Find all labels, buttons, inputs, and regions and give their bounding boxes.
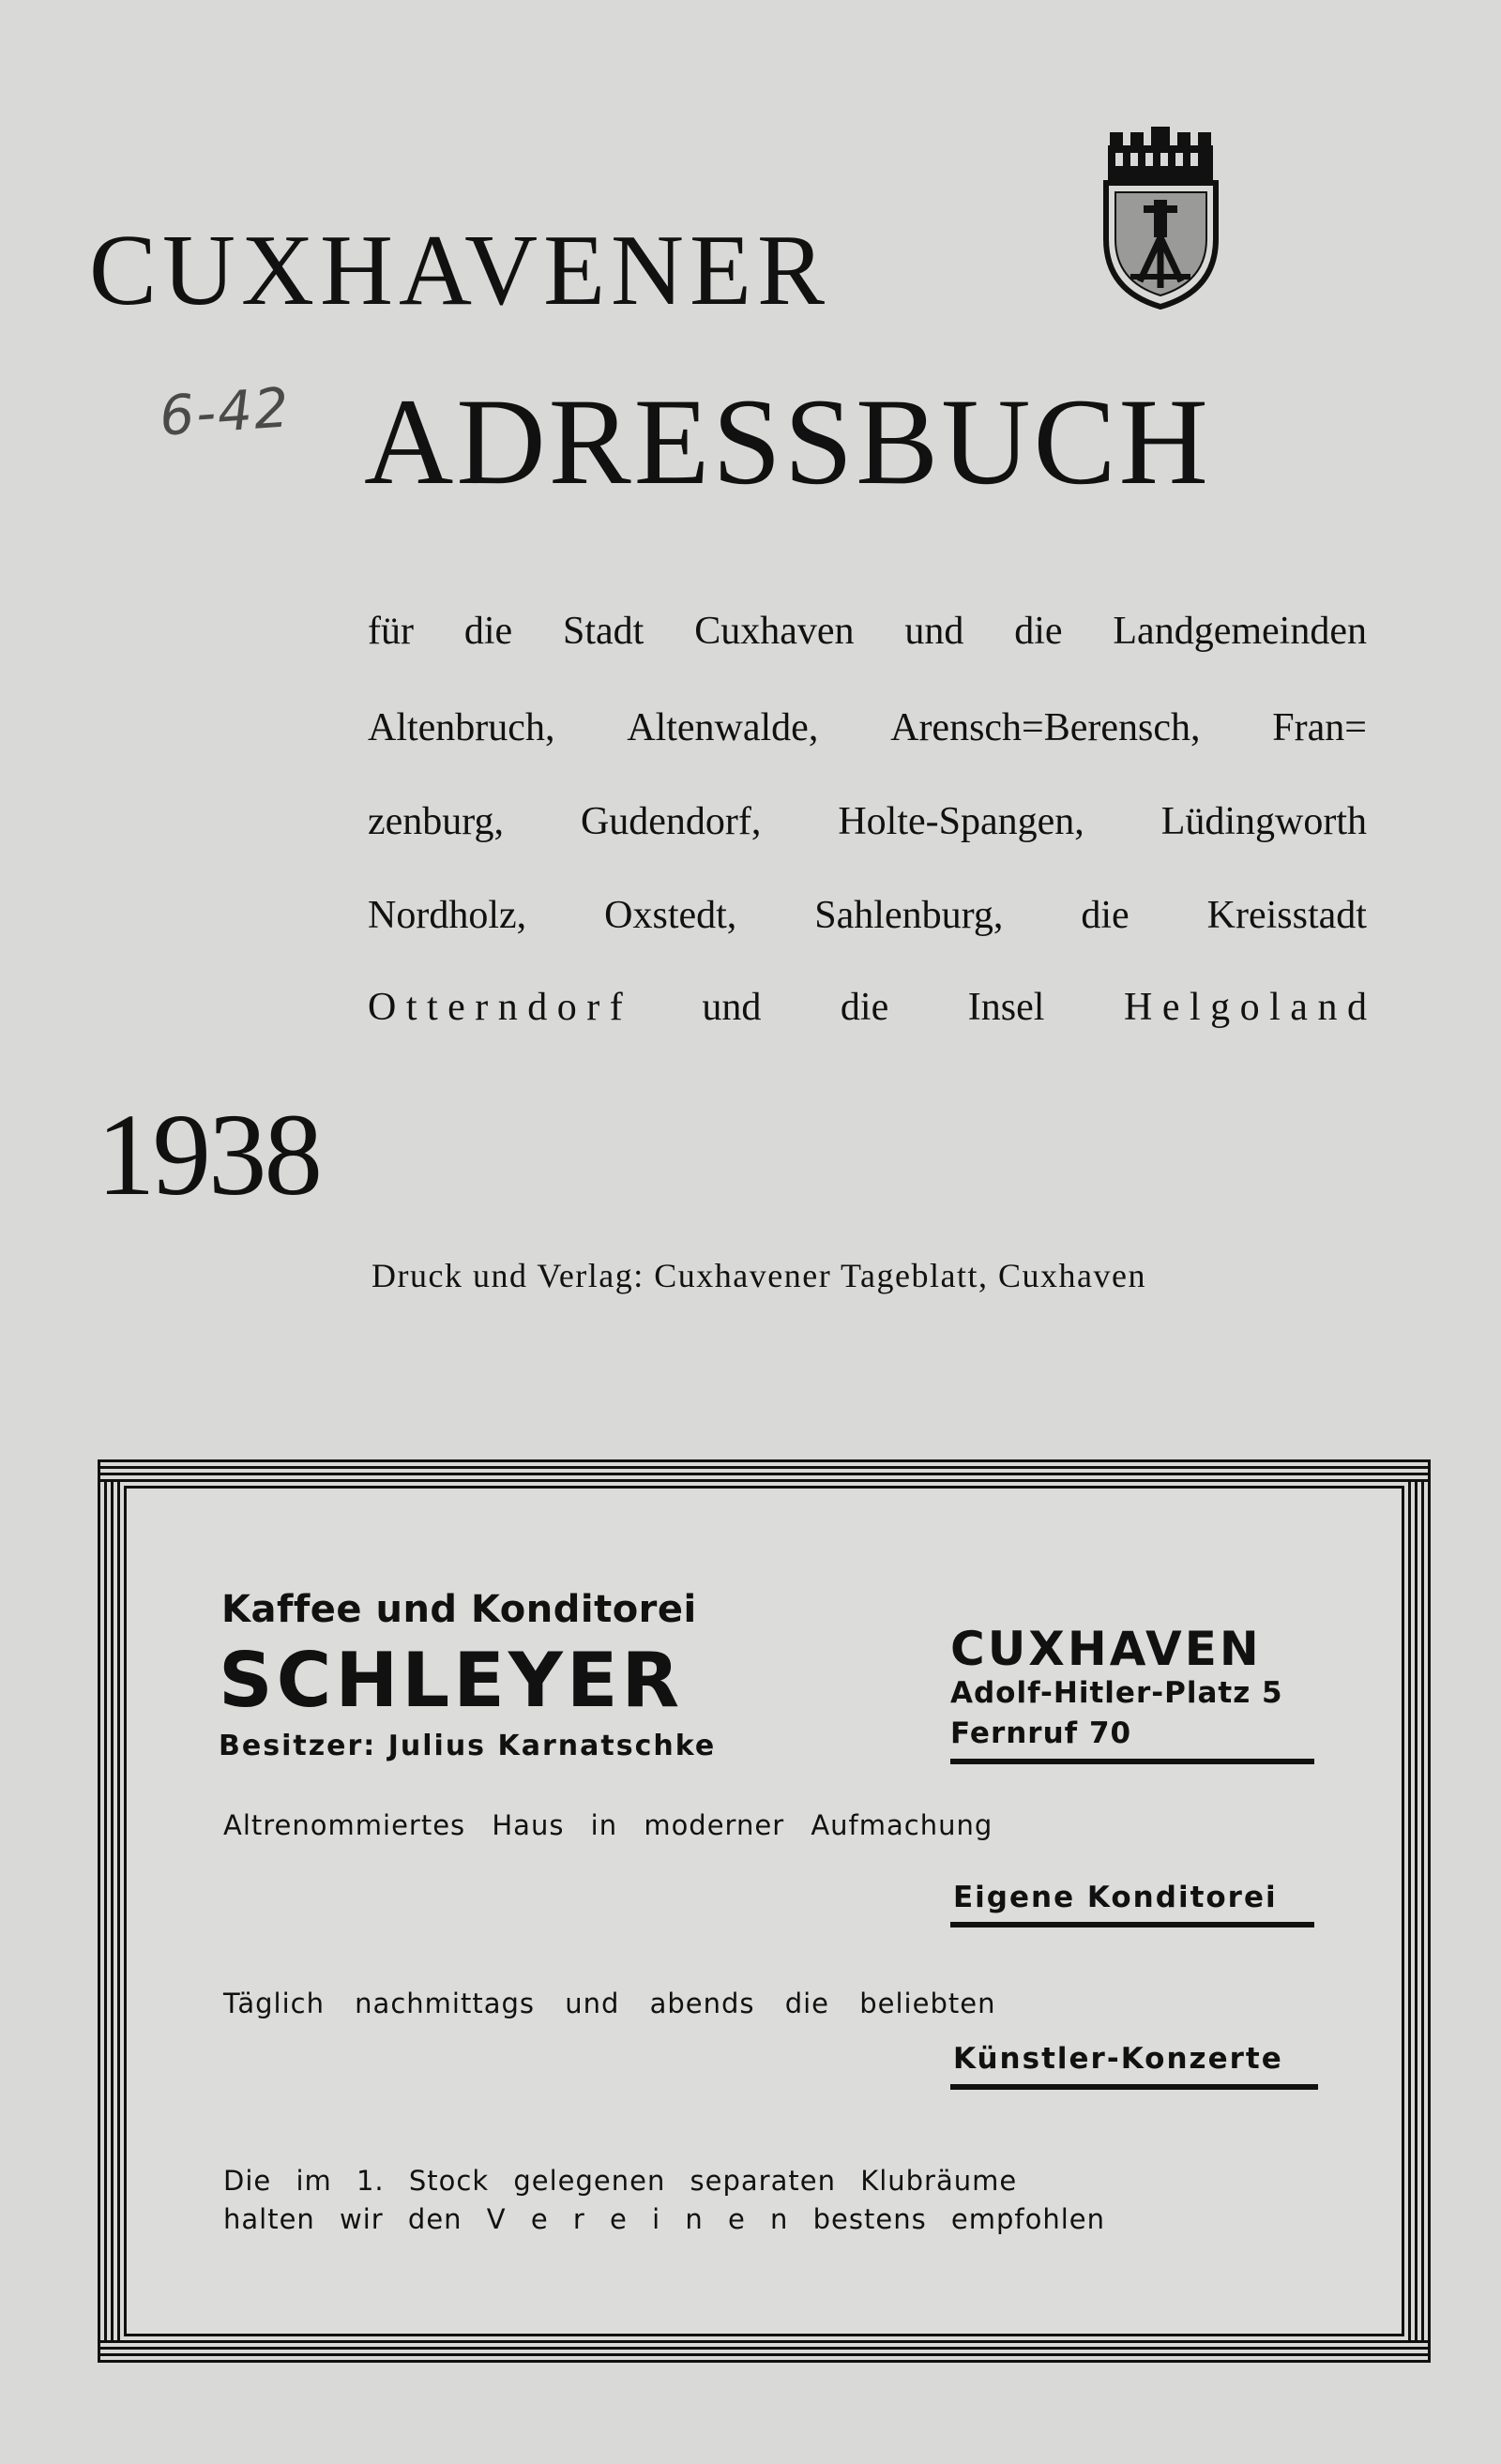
description-word: die bbox=[1081, 894, 1130, 937]
description-word: Nordholz, bbox=[368, 894, 527, 937]
ad-daily-note: Täglich nachmittags und abends die beliebten bbox=[223, 1988, 996, 2019]
description-word: Landgemeinden bbox=[1113, 610, 1367, 653]
description-word: für bbox=[368, 610, 414, 653]
publisher-line: Druck und Verlag: Cuxhavener Tageblatt, Cuxhaven bbox=[371, 1257, 1146, 1294]
ad-concerts: Künstler-Konzerte bbox=[953, 2042, 1283, 2076]
description-word: Gudendorf, bbox=[580, 800, 762, 843]
ad-owner: Besitzer: Julius Karnatschke bbox=[219, 1730, 717, 1762]
divider-rule bbox=[950, 2084, 1318, 2090]
cuxhaven-coat-of-arms-icon bbox=[1102, 127, 1220, 310]
title-line-1: CUXHAVENER bbox=[89, 215, 831, 326]
description-line-2 bbox=[368, 708, 1367, 748]
description-word: Altenbruch, bbox=[368, 706, 555, 749]
description-word: und bbox=[702, 986, 762, 1029]
divider-rule bbox=[950, 1922, 1314, 1927]
description-word: Kreisstadt bbox=[1206, 894, 1367, 937]
description-word: Insel bbox=[967, 986, 1045, 1029]
description-word: Altenwalde, bbox=[627, 706, 819, 749]
edition-year: 1938 bbox=[97, 1091, 320, 1220]
description-line-1 bbox=[368, 612, 1367, 651]
description-word: Fran= bbox=[1272, 706, 1367, 749]
description-word: Sahlenburg, bbox=[814, 894, 1004, 937]
description-word: die bbox=[840, 986, 889, 1029]
description-word: Arensch=Berensch, bbox=[890, 706, 1201, 749]
ad-club-rooms-line-2: halten wir den V e r e i n e n bestens empfohlen bbox=[223, 2203, 1106, 2235]
ad-phone: Fernruf 70 bbox=[950, 1716, 1132, 1750]
title-line-2: ADRESSBUCH bbox=[364, 372, 1211, 510]
ad-tagline: Altrenommiertes Haus in moderner Aufmachung bbox=[223, 1809, 993, 1841]
description-word: Stadt bbox=[563, 610, 644, 653]
ad-city: CUXHAVEN bbox=[950, 1622, 1262, 1676]
handwritten-note: 6-42 bbox=[157, 375, 293, 448]
divider-rule bbox=[950, 1759, 1314, 1764]
description-word: und bbox=[904, 610, 964, 653]
description-word: Holte-Spangen, bbox=[838, 800, 1084, 843]
ad-business-name: SCHLEYER bbox=[219, 1637, 684, 1724]
description-word: H e l g o l a n d bbox=[1124, 986, 1367, 1029]
description-word: Lüdingworth bbox=[1160, 800, 1367, 843]
description-word: die bbox=[463, 610, 513, 653]
ad-own-bakery: Eigene Konditorei bbox=[953, 1881, 1278, 1914]
description-word: Oxstedt, bbox=[604, 894, 737, 937]
description-word: die bbox=[1014, 610, 1063, 653]
description-word: zenburg, bbox=[368, 800, 505, 843]
description-line-4 bbox=[368, 896, 1367, 935]
ad-business-type: Kaffee und Konditorei bbox=[221, 1588, 697, 1631]
description-word: Cuxhaven bbox=[694, 610, 855, 653]
ad-address: Adolf-Hitler-Platz 5 bbox=[950, 1676, 1283, 1710]
ad-club-rooms-line-1: Die im 1. Stock gelegenen separaten Klubräume bbox=[223, 2165, 1018, 2197]
description-line-5 bbox=[368, 988, 1367, 1027]
description-line-3 bbox=[368, 802, 1367, 841]
description-word: O t t e r n d o r f bbox=[368, 986, 623, 1029]
